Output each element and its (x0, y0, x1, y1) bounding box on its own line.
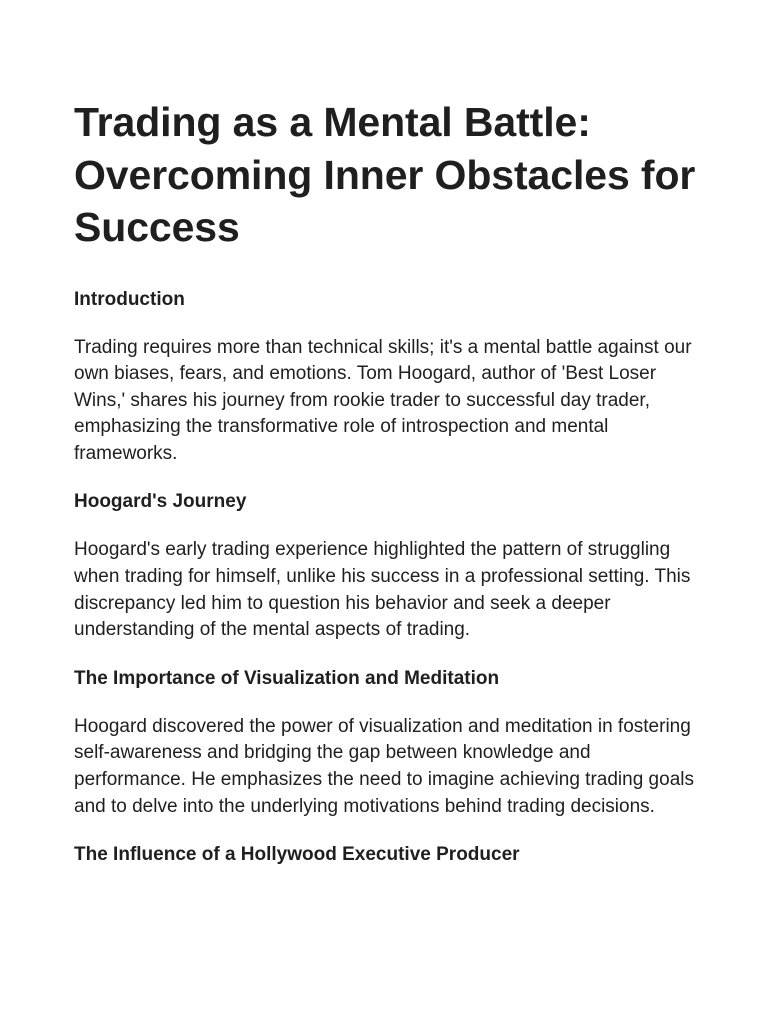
section-paragraph-introduction: Trading requires more than technical skills; it's a mental battle against our own biases, fears, and emotions. Tom Hoogard, author of 'Best Loser Wins,' shares his journey from rookie trader to successful day trader, emphasizing the transformative role of introspection and mental frameworks. (74, 336, 692, 464)
document-page (74, 96, 704, 867)
section-heading-introduction: Introduction (74, 288, 185, 310)
section-heading-hoogards-journey: Hoogard's Journey (74, 491, 247, 513)
section-paragraph-hoogards-journey: Hoogard's early trading experience highlighted the pattern of struggling when trading for himself, unlike his success in a professional setting. This discrepancy led him to question his behavior and seek a deeper understanding of the mental aspects of trading. (74, 539, 691, 641)
document-title: Trading as a Mental Battle: Overcoming Inner Obstacles for Success (74, 99, 696, 250)
section-heading-hollywood-producer: The Influence of a Hollywood Executive Producer (74, 844, 520, 866)
section-paragraph-visualization-meditation: Hoogard discovered the power of visualization and meditation in fostering self-awareness and bridging the gap between knowledge and performance. He emphasizes the need to imagine achieving trading goals and to delve into the underlying motivations behind trading decisions. (74, 715, 694, 817)
section-heading-visualization-meditation: The Importance of Visualization and Meditation (74, 667, 500, 689)
